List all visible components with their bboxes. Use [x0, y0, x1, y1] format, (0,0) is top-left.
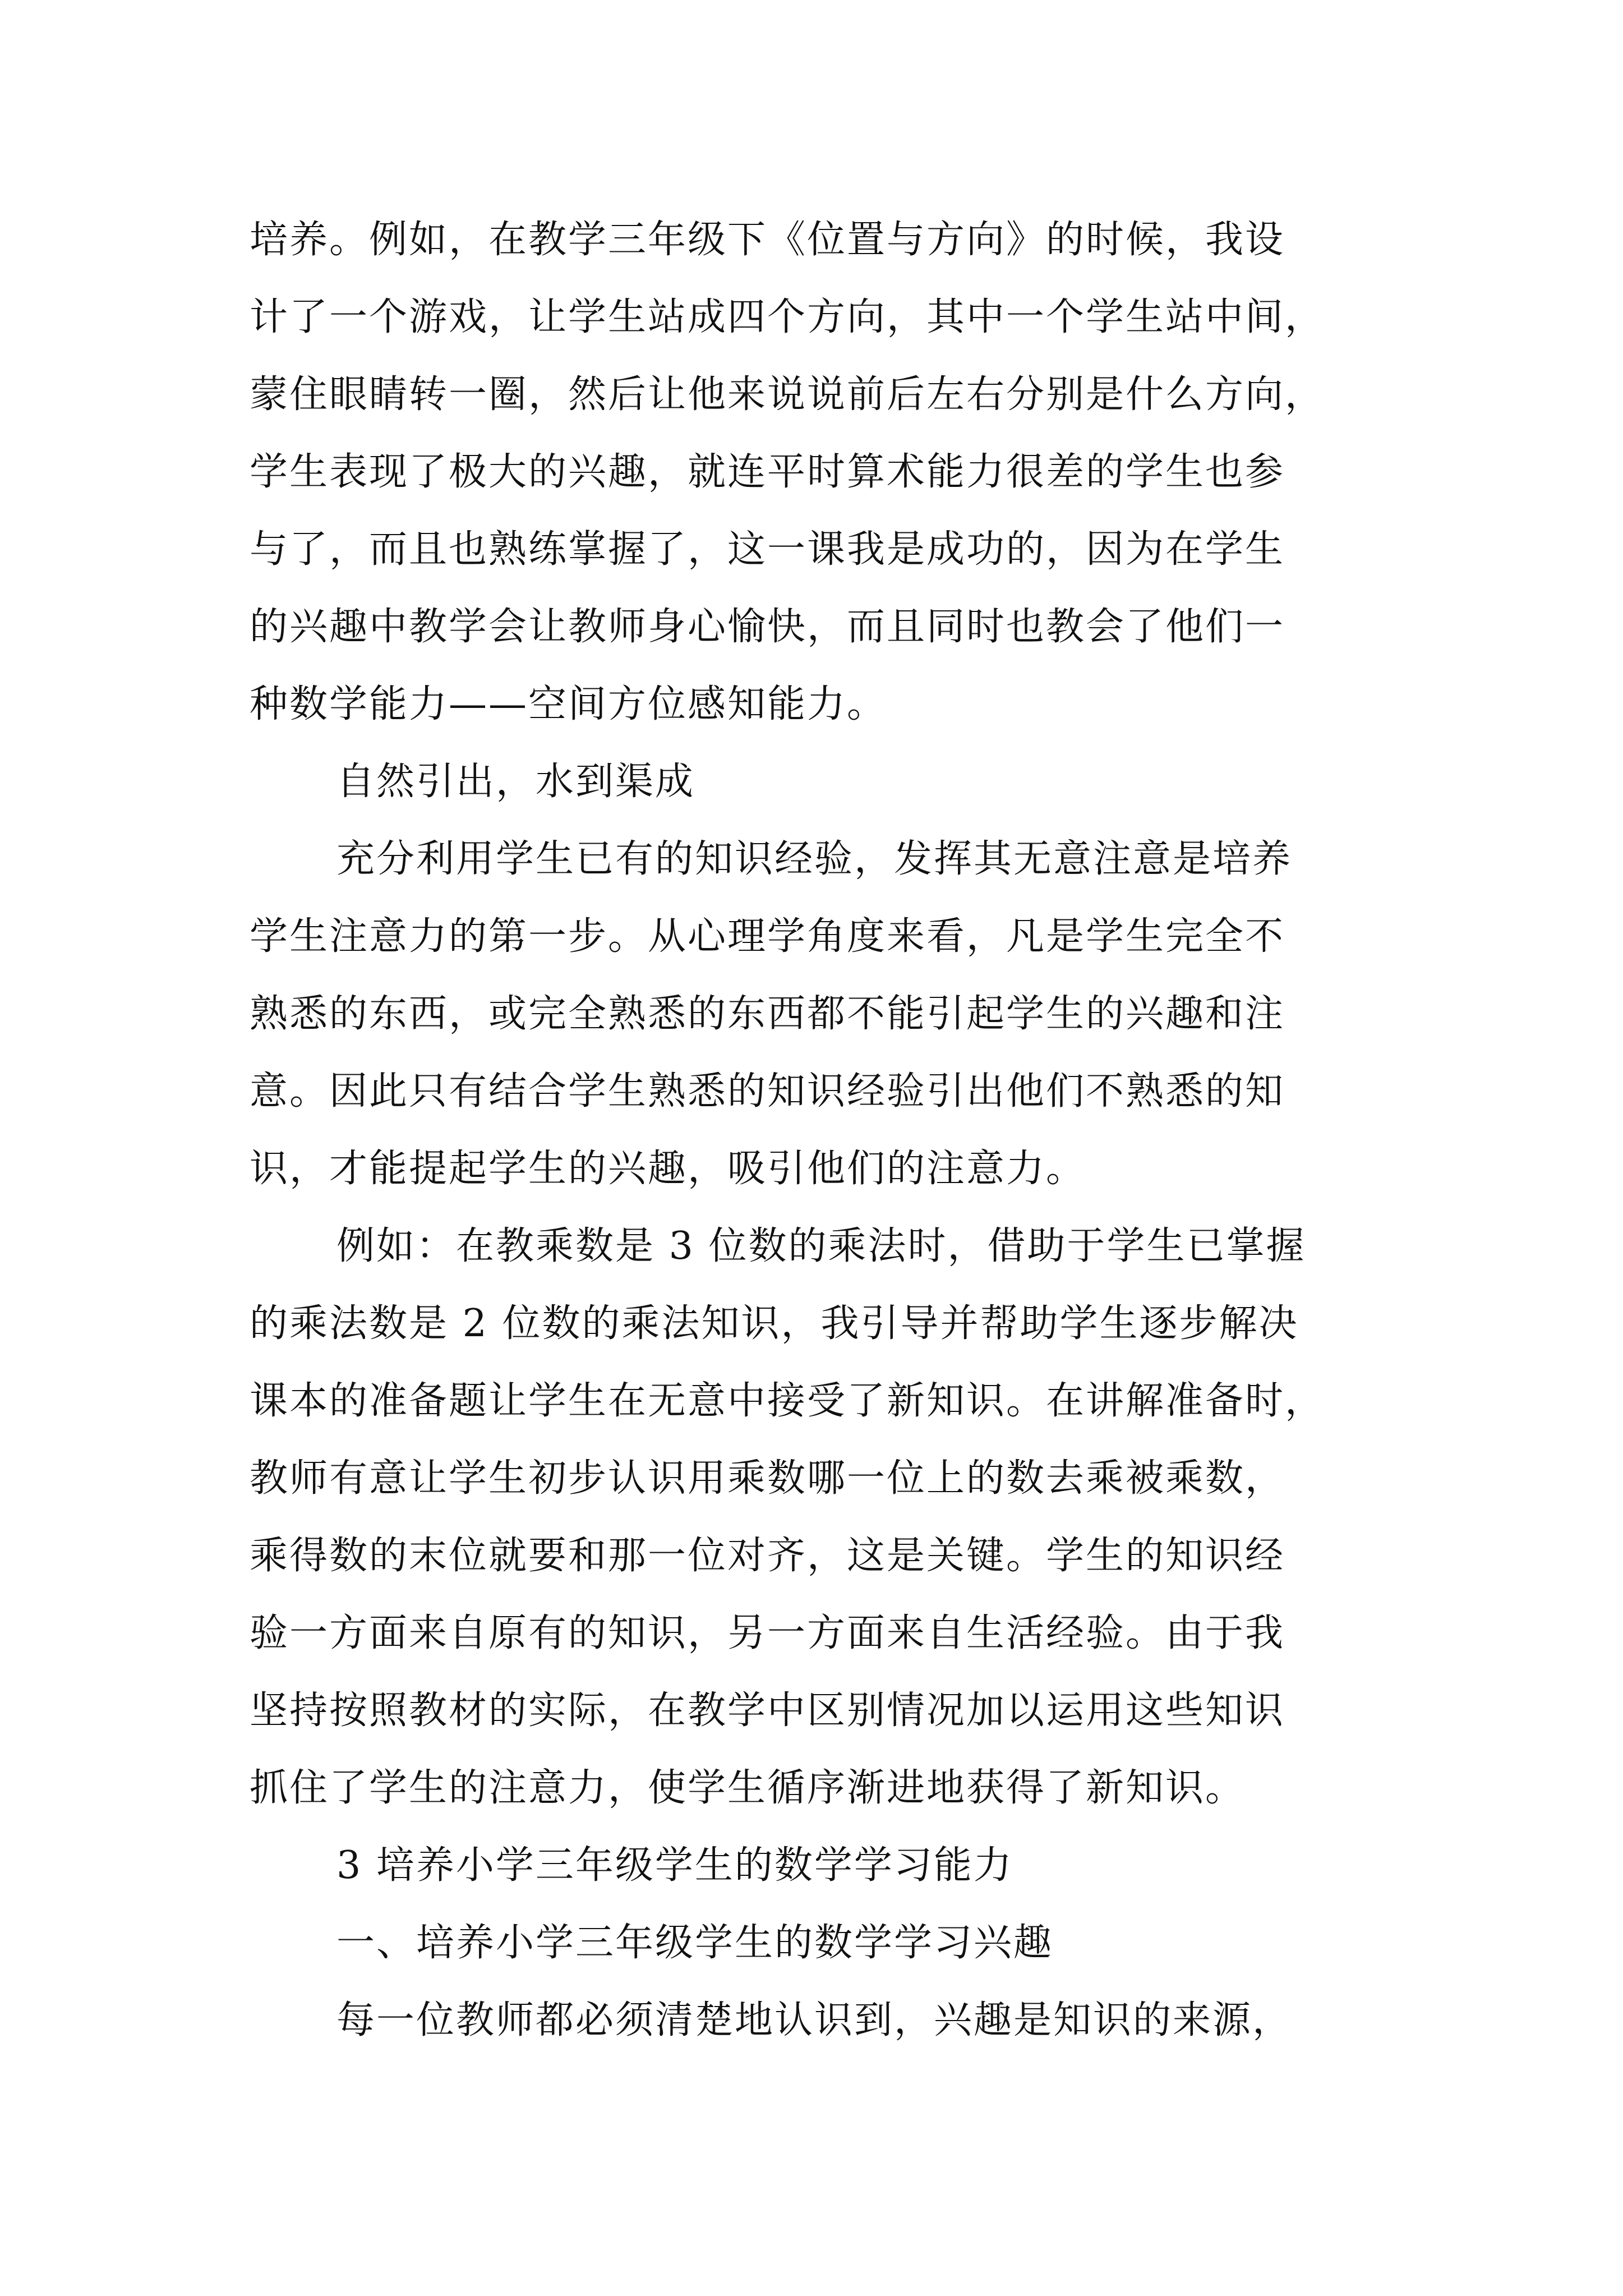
text-line-1: 培养。例如，在教学三年级下《位置与方向》的时候，我设	[250, 218, 1285, 262]
section-heading: 3 培养小学三年级学生的数学学习能力	[336, 1843, 1013, 1888]
text-line-4: 学生表现了极大的兴趣，就连平时算术能力很差的学生也参	[250, 450, 1285, 494]
text-line-12: 意。因此只有结合学生熟悉的知识经验引出他们不熟悉的知	[250, 1069, 1285, 1114]
text-line-16: 课本的准备题让学生在无意中接受了新知识。在讲解准备时，	[250, 1379, 1325, 1423]
text-line-19: 验一方面来自原有的知识，另一方面来自生活经验。由于我	[250, 1611, 1285, 1655]
text-line-21: 抓住了学生的注意力，使学生循序渐进地获得了新知识。	[250, 1766, 1246, 1810]
text-line-7: 种数学能力——空间方位感知能力。	[250, 682, 887, 726]
text-line-2: 计了一个游戏，让学生站成四个方向，其中一个学生站中间，	[250, 295, 1325, 339]
text-line-3: 蒙住眼睛转一圈，然后让他来说说前后左右分别是什么方向，	[250, 372, 1325, 417]
text-line-13: 识，才能提起学生的兴趣，吸引他们的注意力。	[250, 1147, 1086, 1191]
paragraph-start: 充分利用学生已有的知识经验，发挥其无意注意是培养	[336, 837, 1293, 881]
section-heading: 一、培养小学三年级学生的数学学习兴趣	[336, 1921, 1054, 1965]
section-heading: 自然引出，水到渠成	[336, 760, 695, 804]
text-line-6: 的兴趣中教学会让教师身心愉快，而且同时也教会了他们一	[250, 605, 1285, 649]
text-line-17: 教师有意让学生初步认识用乘数哪一位上的数去乘被乘数，	[250, 1456, 1285, 1501]
text-line-15: 的乘法数是 2 位数的乘法知识，我引导并帮助学生逐步解决	[250, 1301, 1299, 1346]
paragraph-start: 每一位教师都必须清楚地认识到，兴趣是知识的来源，	[336, 1998, 1293, 2042]
text-line-20: 坚持按照教材的实际，在教学中区别情况加以运用这些知识	[250, 1688, 1285, 1733]
text-line-18: 乘得数的末位就要和那一位对齐，这是关键。学生的知识经	[250, 1534, 1285, 1578]
paragraph-start: 例如：在教乘数是 3 位数的乘法时，借助于学生已掌握	[336, 1224, 1306, 1268]
text-line-11: 熟悉的东西，或完全熟悉的东西都不能引起学生的兴趣和注	[250, 992, 1285, 1036]
text-line-5: 与了，而且也熟练掌握了，这一课我是成功的，因为在学生	[250, 527, 1285, 572]
text-line-10: 学生注意力的第一步。从心理学角度来看，凡是学生完全不	[250, 914, 1285, 959]
